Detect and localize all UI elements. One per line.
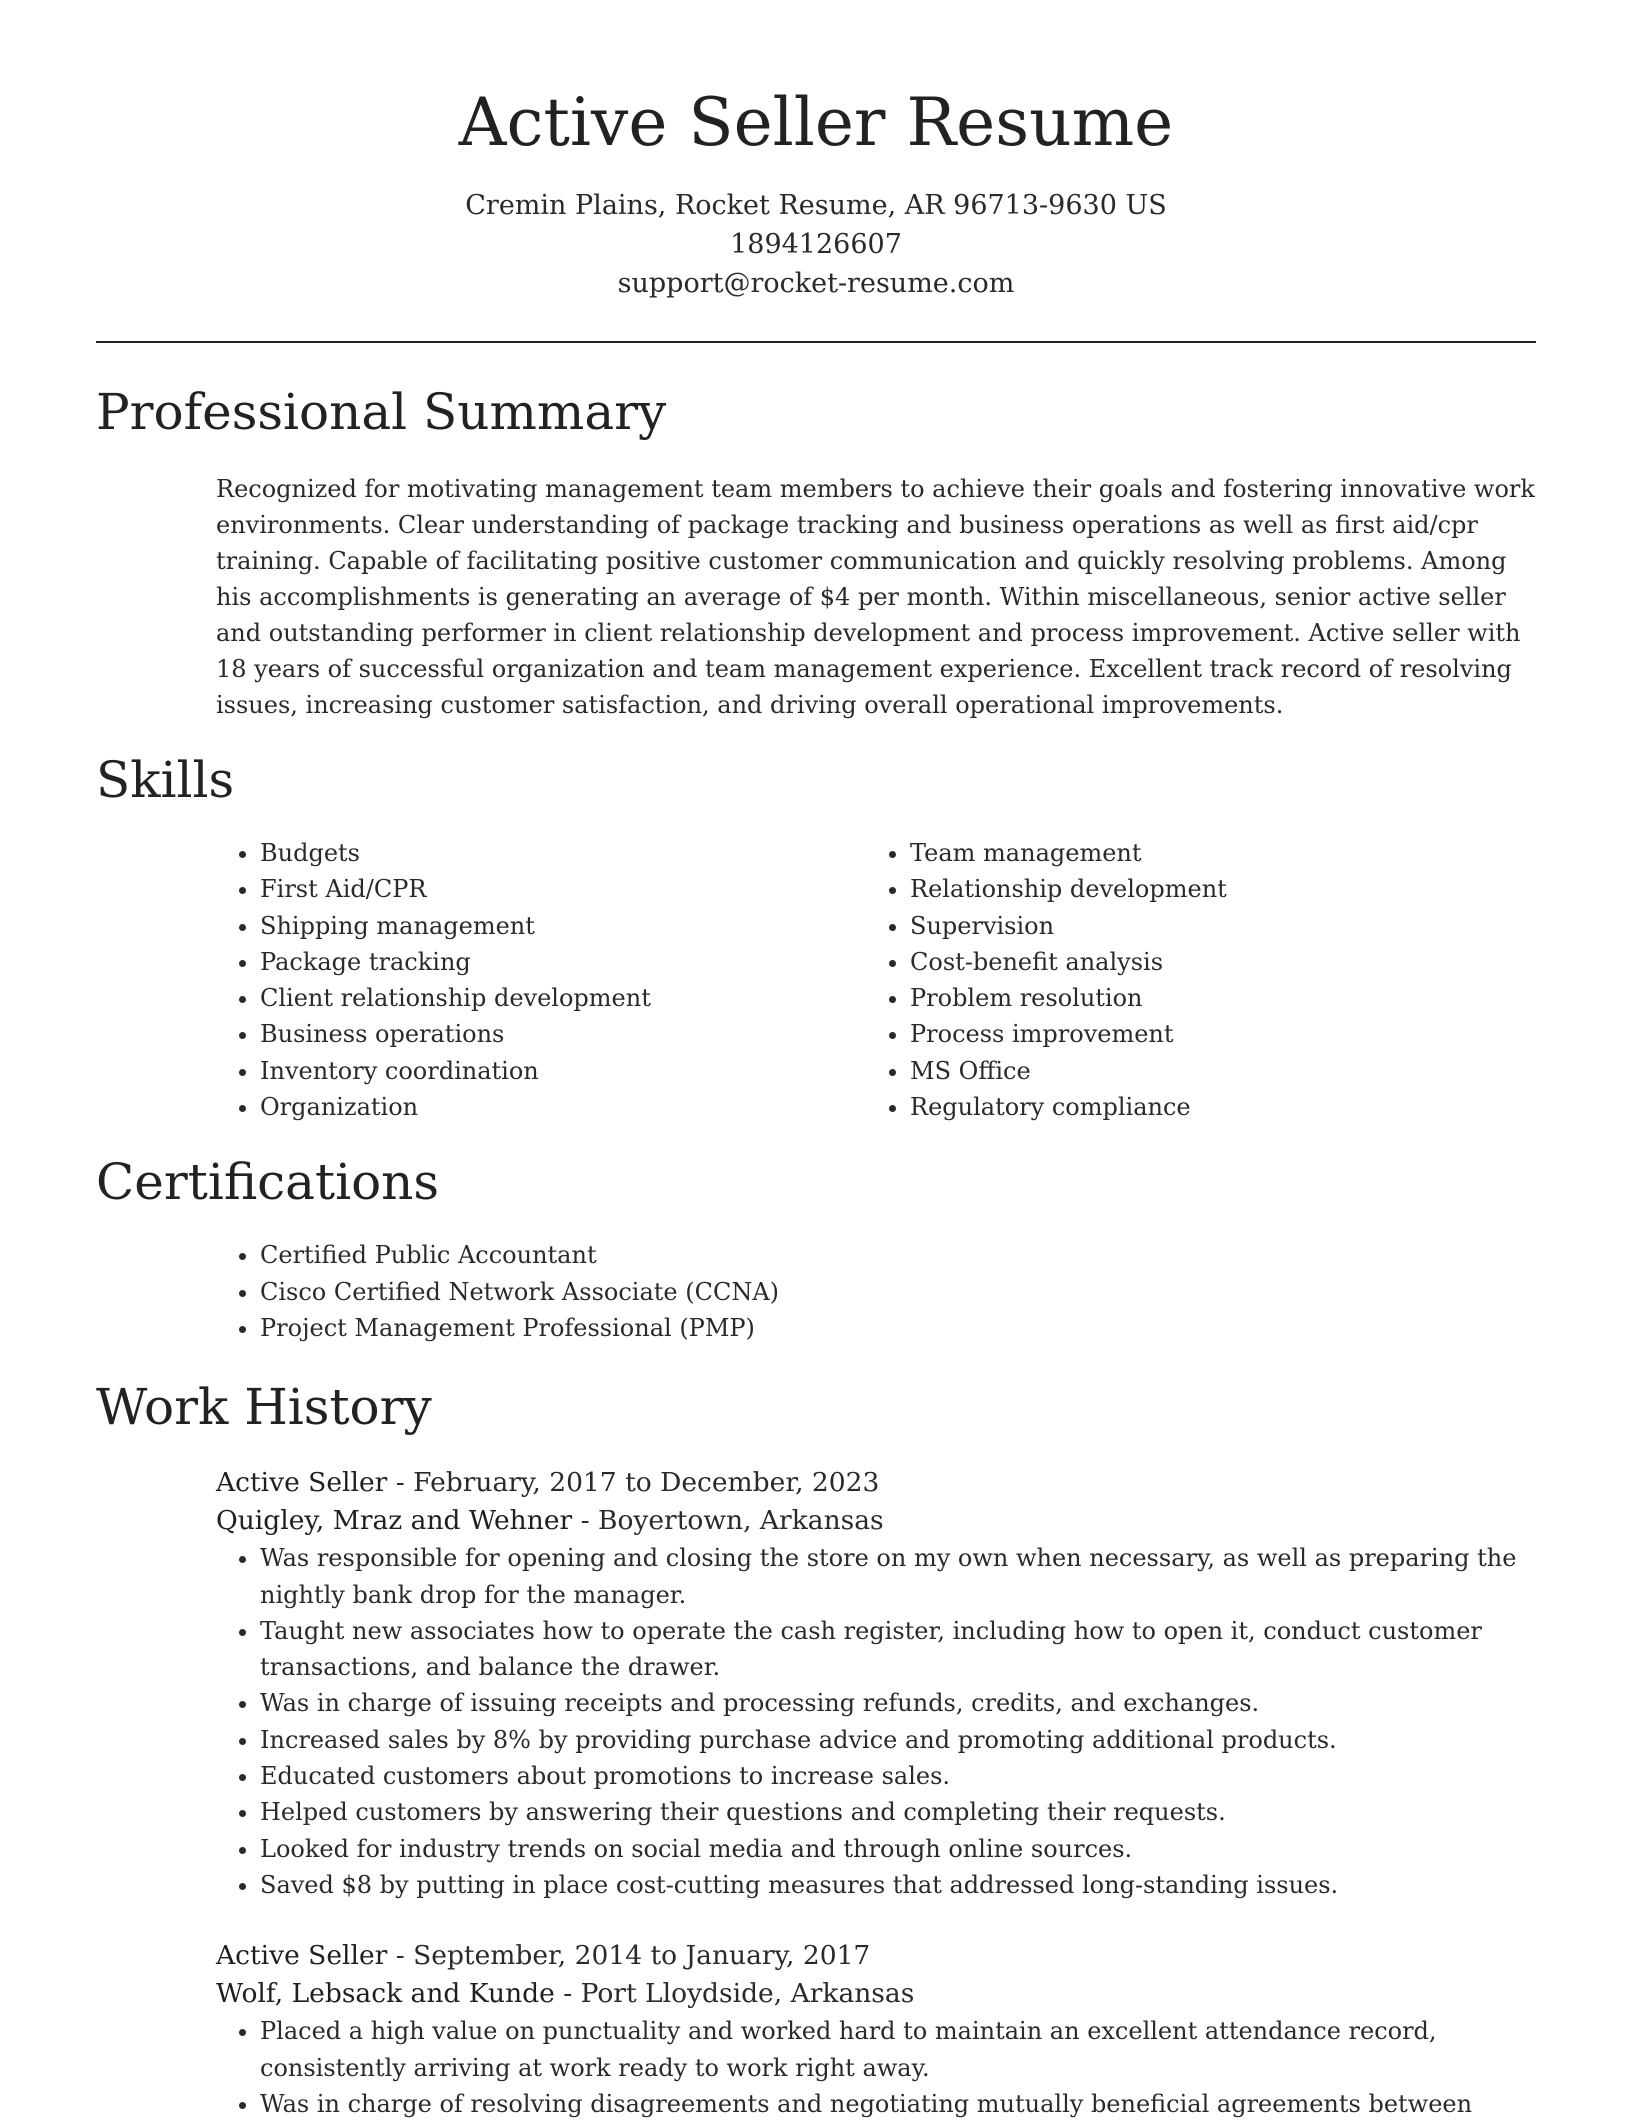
skill-item: • Inventory coordination (260, 1053, 866, 1089)
job-company: Wolf, Lebsack and Kunde (216, 1978, 555, 2010)
skills-grid (216, 835, 1536, 1125)
job-location: - Boyertown, Arkansas (572, 1505, 884, 1537)
job-company: Quigley, Mraz and Wehner (216, 1505, 573, 1537)
skill-item: • Process improvement (910, 1016, 1516, 1052)
skill-item: • Problem resolution (910, 980, 1516, 1016)
skill-item: • Shipping management (260, 908, 866, 944)
contact-email: support@rocket-resume.com (617, 268, 1015, 299)
summary-text: Recognized for motivating management team members to achieve their goals and fostering innovative work environments. Clear understanding of package tracking and business operations as well as first aid/cpr training. Capable of facilitating positive customer communication and quickly resolving problems. Among his accomplishments is generating an average of $4 per month. Within miscellaneous, senior active seller and outstanding performer in client relationship development and process improvement. Active seller with 18 years of successful organization and team management experience. Excellent track record of resolving issues, increasing customer satisfaction, and driving overall operational improvements. (216, 475, 1535, 719)
job-company-line (216, 1975, 1536, 2013)
job-duty-item: • Looked for industry trends on social media and through online sources. (260, 1831, 1536, 1867)
certification-item: • Certified Public Accountant (260, 1237, 1536, 1273)
job-company-line (216, 1502, 1536, 1540)
skills-list-left (216, 835, 866, 1125)
job-duty-item: • Educated customers about promotions to increase sales. (260, 1758, 1536, 1794)
skills-heading: Skills (96, 751, 235, 809)
skill-item: • Client relationship development (260, 980, 866, 1016)
certifications-heading: Certifications (96, 1153, 440, 1212)
skill-item: • First Aid/CPR (260, 871, 866, 907)
work-history-heading: Work History (96, 1378, 432, 1437)
job-location: - Port Lloydside, Arkansas (554, 1978, 915, 2010)
skill-item: • Regulatory compliance (910, 1089, 1516, 1125)
resume-page (96, 0, 1536, 2122)
skill-item: • Team management (910, 835, 1516, 871)
job-role: Active Seller (216, 1467, 388, 1499)
job-duty-item: • Placed a high value on punctuality and worked hard to maintain an excellent attendance record, consistently arriving at work ready to work right away. (260, 2013, 1536, 2086)
job-duties-list (216, 1540, 1536, 1903)
job-duty-item: • Helped customers by answering their questions and completing their requests. (260, 1794, 1536, 1830)
skill-item: • Relationship development (910, 871, 1516, 907)
certification-item: • Project Management Professional (PMP) (260, 1310, 1536, 1346)
skill-item: • MS Office (910, 1053, 1516, 1089)
skill-item: • Budgets (260, 835, 866, 871)
job-dates: - September, 2014 to January, 2017 (387, 1940, 871, 1972)
job-duty-item: • Was in charge of issuing receipts and processing refunds, credits, and exchanges. (260, 1685, 1536, 1721)
job-duty-item: • Was responsible for opening and closing the store on my own when necessary, as well as preparing the nightly bank drop for the manager. (260, 1540, 1536, 1613)
job-role: Active Seller (216, 1940, 388, 1972)
skill-item: • Organization (260, 1089, 866, 1125)
job-duties-list (216, 2013, 1536, 2122)
skill-item: • Cost-benefit analysis (910, 944, 1516, 980)
skills-list-right (866, 835, 1516, 1125)
skill-item: • Supervision (910, 908, 1516, 944)
certifications-list (216, 1237, 1536, 1346)
job-dates: - February, 2017 to December, 2023 (387, 1467, 880, 1499)
job-title-line (216, 1464, 1536, 1502)
contact-block (96, 186, 1536, 303)
job-duty-item: • Increased sales by 8% by providing purchase advice and promoting additional products. (260, 1722, 1536, 1758)
resume-title: Active Seller Resume (458, 84, 1174, 161)
job-duty-item: • Taught new associates how to operate the cash register, including how to open it, conduct customer transactions, and balance the drawer. (260, 1613, 1536, 1686)
contact-address: Cremin Plains, Rocket Resume, AR 96713-9630 US (465, 190, 1167, 221)
job-duty-item: • Was in charge of resolving disagreements and negotiating mutually beneficial agreements between (260, 2086, 1536, 2122)
header-divider (96, 341, 1536, 343)
certifications-block (216, 1237, 1536, 1346)
job-entry (216, 1464, 1536, 1903)
summary-heading: Professional Summary (96, 383, 667, 441)
job-entry (216, 1937, 1536, 2122)
skill-item: • Package tracking (260, 944, 866, 980)
job-duty-item: • Saved $8 by putting in place cost-cutting measures that addressed long-standing issues. (260, 1867, 1536, 1903)
skill-item: • Business operations (260, 1016, 866, 1052)
contact-phone: 1894126607 (730, 229, 902, 260)
certification-item: • Cisco Certified Network Associate (CCNA) (260, 1274, 1536, 1310)
job-title-line (216, 1937, 1536, 1975)
